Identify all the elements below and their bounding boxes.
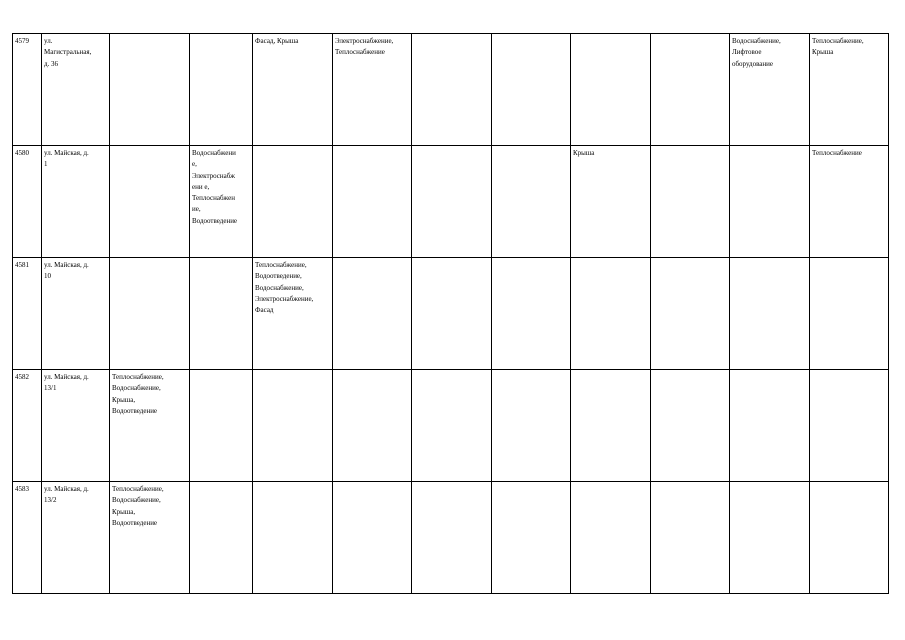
- row-id: 4583: [15, 485, 29, 493]
- row-id: 4581: [15, 261, 29, 269]
- row-id: 4579: [15, 37, 29, 45]
- work-text: Теплоснабжение, Крыша: [812, 37, 864, 57]
- work-cell: [571, 258, 651, 370]
- address: ул. Майская, д. 1: [44, 149, 89, 169]
- work-cell: [492, 258, 571, 370]
- work-cell: [190, 258, 253, 370]
- row-id: 4582: [15, 373, 29, 381]
- repair-schedule-table: [12, 33, 889, 594]
- work-text: Водоснабжение, Лифтовое оборудование: [732, 37, 781, 68]
- work-cell: [253, 482, 333, 594]
- work-cell: [810, 34, 889, 146]
- work-cell: [333, 146, 412, 258]
- work-cell: [412, 258, 492, 370]
- work-cell: [333, 258, 412, 370]
- work-cell: [730, 258, 810, 370]
- row-id-cell: [13, 370, 42, 482]
- row-id-cell: [13, 482, 42, 594]
- work-text: Крыша: [573, 149, 595, 157]
- work-cell: [110, 258, 190, 370]
- work-text: Электроснабжение, Теплоснабжение: [335, 37, 394, 57]
- work-cell: [190, 34, 253, 146]
- work-cell: [110, 370, 190, 482]
- work-cell: [333, 370, 412, 482]
- work-text: Фасад, Крыша: [255, 37, 299, 45]
- work-cell: [412, 370, 492, 482]
- work-cell: [651, 34, 730, 146]
- table-row: [13, 146, 889, 258]
- work-text: Теплоснабжение, Водоотведение, Водоснабжение, Электроснабжение, Фасад: [255, 261, 314, 315]
- work-cell: [651, 258, 730, 370]
- work-cell: [110, 34, 190, 146]
- work-cell: [730, 482, 810, 594]
- work-cell: [492, 370, 571, 482]
- address: ул. Майская, д. 10: [44, 261, 89, 281]
- table-row: [13, 34, 889, 146]
- row-id-cell: [13, 258, 42, 370]
- work-cell: [412, 146, 492, 258]
- work-cell: [651, 482, 730, 594]
- work-cell: [253, 146, 333, 258]
- work-cell: [651, 370, 730, 482]
- table-row: [13, 482, 889, 594]
- work-cell: [492, 482, 571, 594]
- work-cell: [190, 146, 253, 258]
- work-cell: [253, 34, 333, 146]
- work-cell: [810, 482, 889, 594]
- row-id-cell: [13, 146, 42, 258]
- work-cell: [571, 34, 651, 146]
- work-cell: [730, 146, 810, 258]
- work-cell: [492, 146, 571, 258]
- address-cell: [42, 146, 110, 258]
- work-cell: [110, 482, 190, 594]
- table-row: [13, 258, 889, 370]
- table-row: [13, 370, 889, 482]
- address: ул. Майская, д. 13/1: [44, 373, 89, 393]
- work-cell: [412, 34, 492, 146]
- row-id: 4580: [15, 149, 29, 157]
- work-cell: [810, 146, 889, 258]
- work-cell: [412, 482, 492, 594]
- work-cell: [810, 258, 889, 370]
- work-cell: [810, 370, 889, 482]
- address-cell: [42, 370, 110, 482]
- work-cell: [253, 258, 333, 370]
- work-cell: [110, 146, 190, 258]
- work-cell: [333, 34, 412, 146]
- work-cell: [190, 482, 253, 594]
- address: ул. Майская, д. 13/2: [44, 485, 89, 505]
- work-cell: [571, 146, 651, 258]
- work-cell: [571, 370, 651, 482]
- work-cell: [333, 482, 412, 594]
- address-cell: [42, 258, 110, 370]
- work-cell: [730, 370, 810, 482]
- work-cell: [190, 370, 253, 482]
- work-cell: [730, 34, 810, 146]
- work-text: Водоснабжени е, Электроснабж ени е, Теплоснабжен ие, Водоотведение: [192, 149, 238, 225]
- work-cell: [253, 370, 333, 482]
- address: ул. Магистральная, д. 36: [44, 37, 92, 68]
- work-cell: [492, 34, 571, 146]
- work-cell: [571, 482, 651, 594]
- work-text: Теплоснабжение, Водоснабжение, Крыша, Водоотведение: [112, 373, 164, 415]
- address-cell: [42, 482, 110, 594]
- work-cell: [651, 146, 730, 258]
- address-cell: [42, 34, 110, 146]
- work-text: Теплоснабжение: [812, 149, 862, 157]
- work-text: Теплоснабжение, Водоснабжение, Крыша, Водоотведение: [112, 485, 164, 527]
- row-id-cell: [13, 34, 42, 146]
